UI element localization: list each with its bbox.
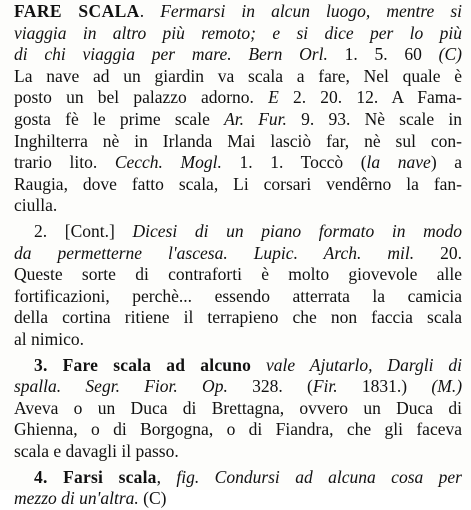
text-run: di chi viaggia per mare. Bern Orl. [14, 44, 328, 65]
text-run: 3. Fare scala ad alcuno [34, 354, 252, 375]
text-run: ) a [430, 152, 463, 173]
entry-line [14, 87, 462, 109]
entry-line [14, 243, 462, 265]
text-run: Inghilterra nè in Irlanda Mai lasciò far, nè sul con- [14, 130, 462, 151]
text-run: posto un bel palazzo adorno. [14, 87, 269, 108]
text-run: fortificazioni, perchè... essendo atterrata la camicia [14, 285, 462, 306]
entry-line [14, 264, 462, 286]
entry-line [14, 307, 462, 329]
entry-line [14, 441, 462, 463]
text-run: Ghienna, o di Borgogna, o di Fiandra, che gli faceva [14, 419, 462, 440]
entry-line [34, 467, 462, 489]
entry-line [34, 221, 462, 243]
entry-line [14, 488, 462, 510]
text-run: (C) [438, 44, 462, 65]
text-run: Aveva o un Duca di Brettagna, ovvero un Duca di [14, 397, 462, 418]
text-run: Fermarsi in alcun luogo, mentre si [160, 1, 463, 21]
text-run: scala e davagli il passo. [14, 441, 179, 461]
entry-line [14, 131, 462, 153]
text-run: La nave ad un giardin va scala a fare, Nel quale è [14, 65, 462, 86]
entry-line [14, 174, 462, 196]
text-run: spalla. Segr. Fior. Op. [14, 376, 228, 397]
text-run: 4. Farsi scala [34, 466, 157, 487]
entry-line [34, 355, 462, 377]
text-run: ciulla. [14, 195, 58, 216]
text-run: Fir. [312, 376, 338, 397]
text-run: (M.) [431, 376, 463, 397]
text-run: FARE SCALA [14, 1, 140, 21]
text-run: vale Ajutarlo, Dargli di [251, 354, 462, 375]
text-run: viaggia in altro più remoto; e si dice per lo più [14, 22, 462, 43]
text-run: fig. Condursi ad alcuna cosa per [176, 466, 462, 487]
entry-line [14, 66, 462, 88]
text-run: 1. 1. Toccò ( [221, 152, 367, 173]
text-run: Ar. Fur. [224, 109, 287, 129]
text-run: (C) [138, 488, 167, 509]
text-run: Cecch. Mogl. [114, 152, 222, 173]
text-run: 328. ( [227, 376, 313, 397]
text-run: gosta fè le prime scale [14, 109, 225, 129]
entry-line [14, 1, 462, 23]
text-run: E [268, 87, 279, 108]
entry-line [14, 44, 462, 66]
text-run: trario lito. [14, 152, 115, 173]
text-run: al nimico. [14, 329, 84, 349]
text-run: Raugia, dove fatto scala, Li corsari vendêrno la fan- [14, 173, 462, 194]
entry-line [14, 152, 462, 174]
text-run: la nave [366, 152, 431, 173]
entry-line [14, 286, 462, 308]
entry-line [14, 376, 462, 398]
entry-line [14, 419, 462, 441]
entry-line [14, 23, 462, 45]
entry-line [14, 398, 462, 420]
text-run: 2. [Cont.] [34, 221, 133, 241]
text-run: 1831.) [337, 376, 432, 397]
entry-line [14, 329, 462, 351]
text-run: Queste sorte di contraforti è molto giovevole alle [14, 264, 462, 285]
text-run: mezzo di un'altra. [14, 488, 139, 509]
text-run: 9. 93. Nè scale in [286, 109, 462, 129]
text-run: , [156, 466, 177, 487]
entry-line [14, 195, 462, 217]
text-run: da permetterne l'ascesa. Lupic. Arch. mil. [14, 242, 415, 263]
text-run: 1. 5. 60 [327, 44, 439, 65]
text-run: della cortina ritiene il terrapieno che non faccia scala [14, 307, 462, 328]
text-run: Dicesi di un piano formato in modo [132, 221, 462, 241]
text-run: 2. 20. 12. A Fama- [278, 87, 462, 108]
text-run: . [139, 1, 161, 21]
text-run: 20. [414, 242, 463, 263]
entry-line [14, 109, 462, 131]
